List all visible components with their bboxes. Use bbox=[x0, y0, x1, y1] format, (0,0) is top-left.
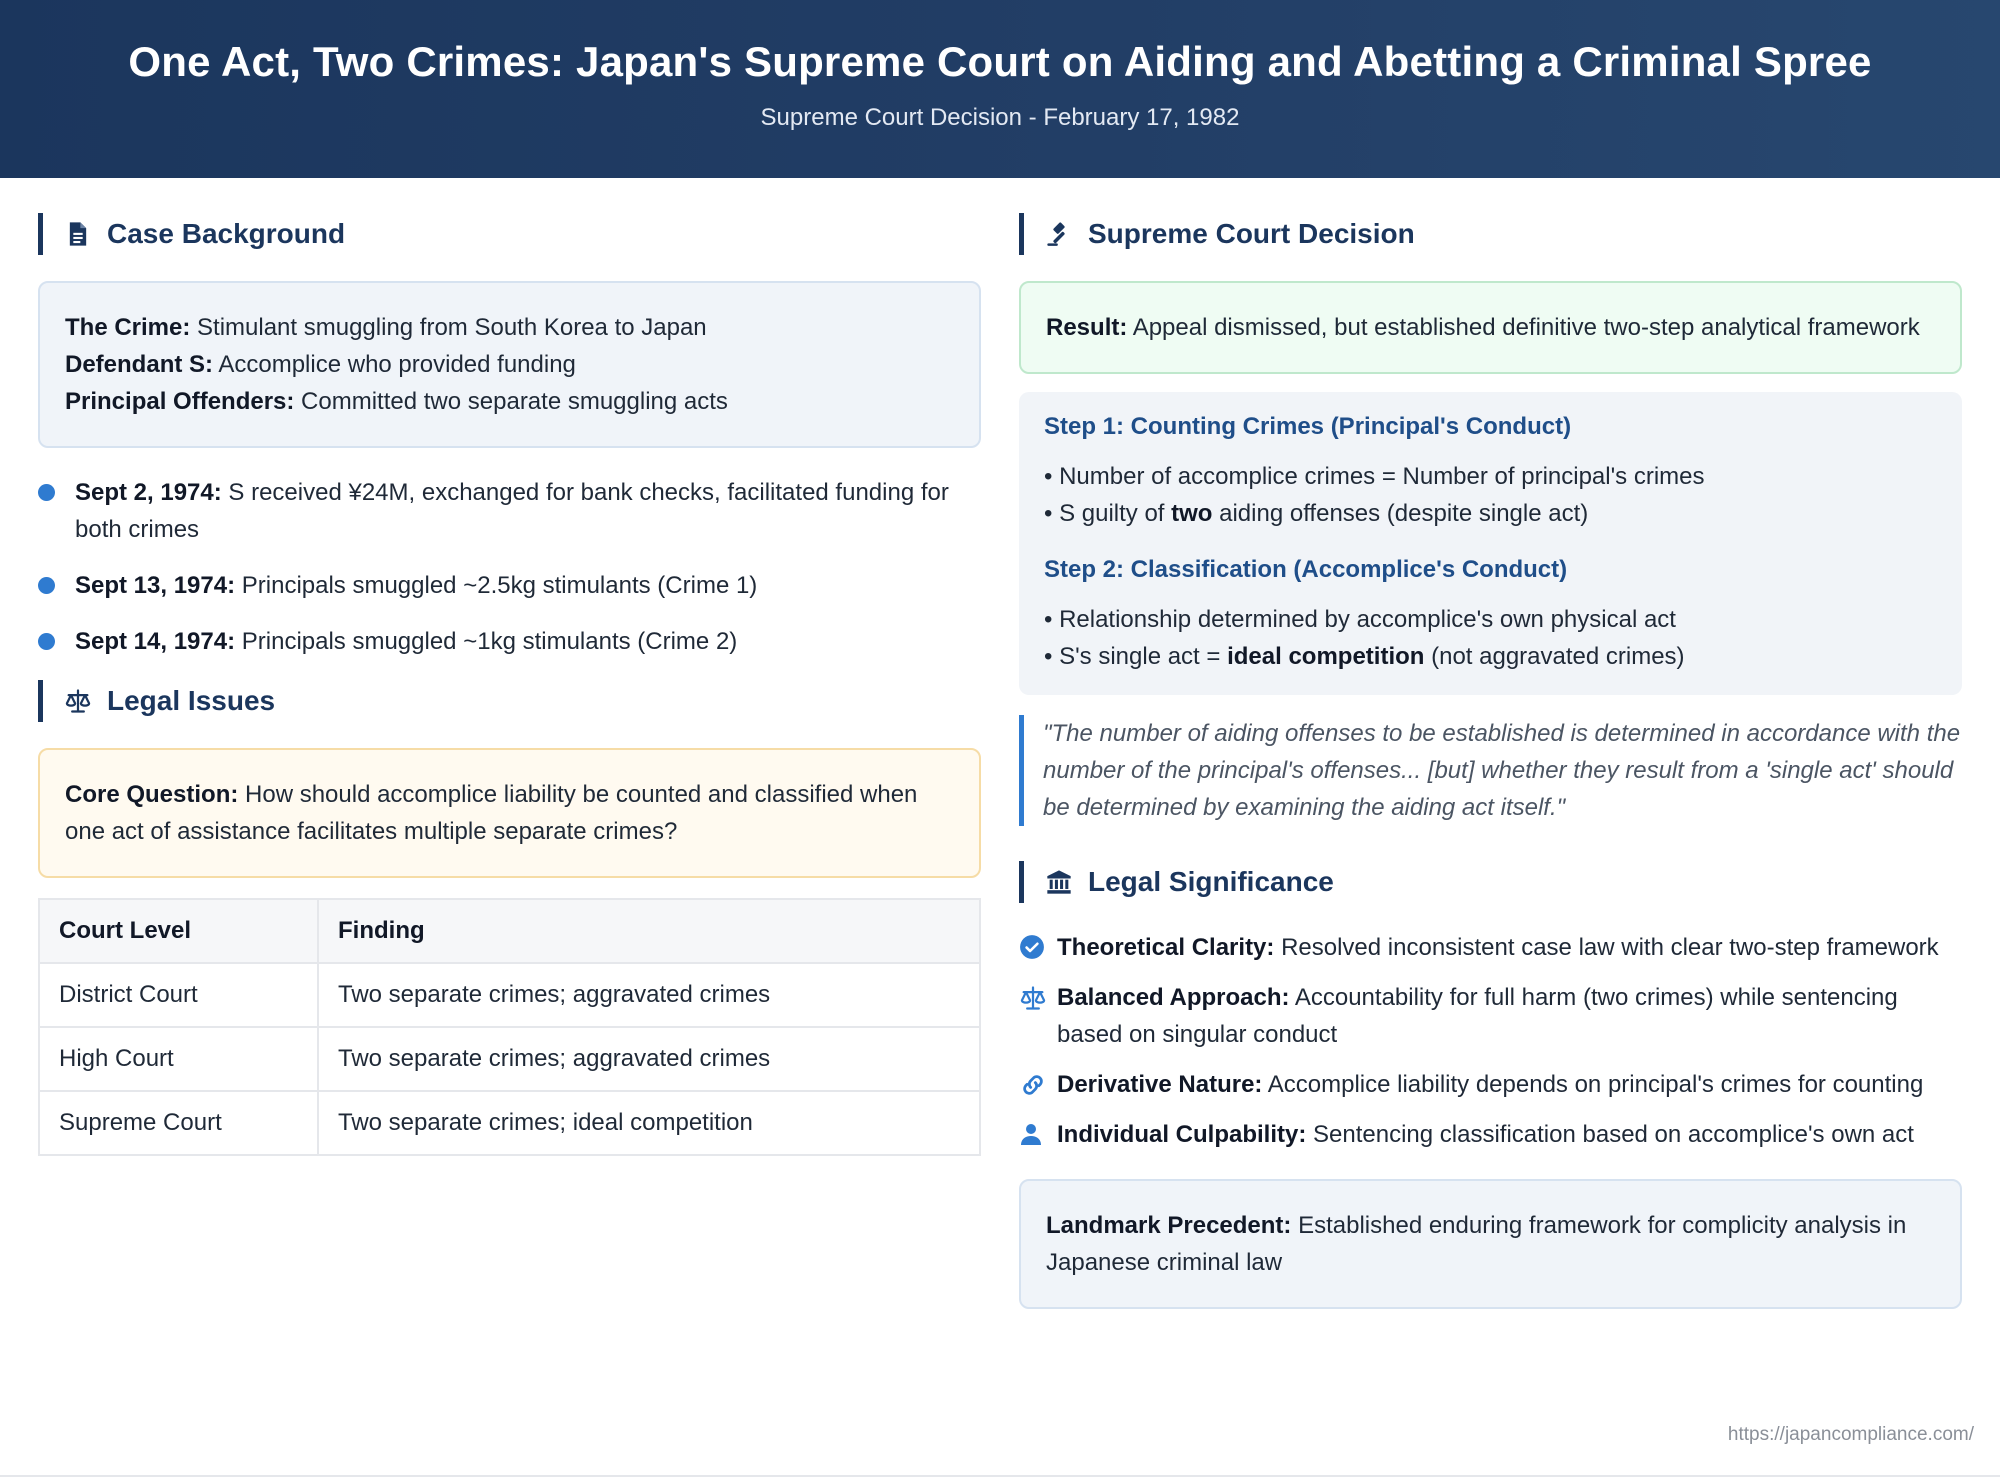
timeline-item: Sept 14, 1974: Principals smuggled ~1kg stimulants (Crime 2) bbox=[38, 623, 981, 660]
fact-crime: The Crime: Stimulant smuggling from South Korea to Japan bbox=[65, 314, 707, 341]
scales-icon bbox=[63, 686, 93, 716]
result-box: Result: Appeal dismissed, but established definitive two-step analytical framework bbox=[1019, 281, 1962, 374]
timeline-dot-icon bbox=[38, 633, 55, 650]
list-item: Balanced Approach: Accountability for full harm (two crimes) while sentencing based on singular conduct bbox=[1019, 979, 1962, 1053]
user-icon bbox=[1019, 1121, 1047, 1149]
fact-principals: Principal Offenders: Committed two separate smuggling acts bbox=[65, 388, 728, 415]
table-row: High Court Two separate crimes; aggravated crimes bbox=[39, 1027, 980, 1091]
case-facts-box bbox=[38, 281, 981, 448]
step-1-item: • Number of accomplice crimes = Number of principal's crimes bbox=[1044, 463, 1705, 490]
scales-icon bbox=[1019, 984, 1047, 1012]
list-item: Derivative Nature: Accomplice liability depends on principal's crimes for counting bbox=[1019, 1066, 1962, 1103]
timeline-list bbox=[38, 474, 981, 660]
timeline-dot-icon bbox=[38, 577, 55, 594]
table-header-court: Court Level bbox=[39, 899, 318, 963]
page-subtitle: Supreme Court Decision - February 17, 1982 bbox=[760, 104, 1240, 131]
section-title-text: Legal Issues bbox=[107, 685, 276, 716]
table-header-finding: Finding bbox=[318, 899, 980, 963]
section-title-legal-significance bbox=[1019, 861, 1962, 903]
court-findings-table bbox=[38, 898, 981, 1156]
document-icon bbox=[63, 219, 93, 249]
step-2-item: • Relationship determined by accomplice's own physical act bbox=[1044, 606, 1676, 633]
list-item: Theoretical Clarity: Resolved inconsistent case law with clear two-step framework bbox=[1019, 929, 1962, 966]
check-circle-icon bbox=[1019, 934, 1047, 962]
section-title-text: Legal Significance bbox=[1088, 866, 1334, 897]
section-title-legal-issues bbox=[38, 680, 981, 722]
step-1-item: • S guilty of two aiding offenses (despite single act) bbox=[1044, 500, 1589, 527]
core-question-box: Core Question: How should accomplice liability be counted and classified when one act of assistance facilitates multiple separate crimes? bbox=[38, 748, 981, 878]
timeline-dot-icon bbox=[38, 484, 55, 501]
table-header-row bbox=[39, 899, 980, 963]
right-column bbox=[1019, 178, 1962, 1309]
section-title-case-background bbox=[38, 213, 981, 255]
court-quote: "The number of aiding offenses to be established is determined in accordance with the number of the principal's offenses... [but] whether they result from a 'single act' should be determined by examining the aiding act itself." bbox=[1019, 715, 1962, 826]
landmark-precedent-box: Landmark Precedent: Established enduring framework for complicity analysis in Japanese criminal law bbox=[1019, 1179, 1962, 1309]
step-2-item: • S's single act = ideal competition (not aggravated crimes) bbox=[1044, 643, 1685, 670]
list-item: Individual Culpability: Sentencing classification based on accomplice's own act bbox=[1019, 1116, 1962, 1153]
table-row: Supreme Court Two separate crimes; ideal competition bbox=[39, 1091, 980, 1155]
section-title-supreme-court-decision bbox=[1019, 213, 1962, 255]
framework-steps-box bbox=[1019, 392, 1962, 695]
significance-list bbox=[1019, 929, 1962, 1153]
institution-icon bbox=[1044, 867, 1074, 897]
page-title: One Act, Two Crimes: Japan's Supreme Court on Aiding and Abetting a Criminal Spree bbox=[128, 38, 1872, 85]
footer-url: https://japancompliance.com/ bbox=[1727, 1424, 1974, 1445]
link-icon bbox=[1019, 1071, 1047, 1099]
step-2-title: Step 2: Classification (Accomplice's Conduct) bbox=[1044, 556, 1568, 583]
timeline-item: Sept 13, 1974: Principals smuggled ~2.5kg stimulants (Crime 1) bbox=[38, 567, 981, 604]
gavel-icon bbox=[1044, 219, 1074, 249]
section-title-text: Supreme Court Decision bbox=[1088, 218, 1415, 249]
page-header bbox=[0, 0, 2000, 178]
step-1-title: Step 1: Counting Crimes (Principal's Conduct) bbox=[1044, 413, 1572, 440]
fact-defendant: Defendant S: Accomplice who provided funding bbox=[65, 351, 576, 378]
table-row: District Court Two separate crimes; aggravated crimes bbox=[39, 963, 980, 1027]
left-column bbox=[38, 178, 981, 1156]
timeline-item: Sept 2, 1974: S received ¥24M, exchanged for bank checks, facilitated funding for both crimes bbox=[38, 474, 981, 548]
section-title-text: Case Background bbox=[107, 218, 346, 249]
